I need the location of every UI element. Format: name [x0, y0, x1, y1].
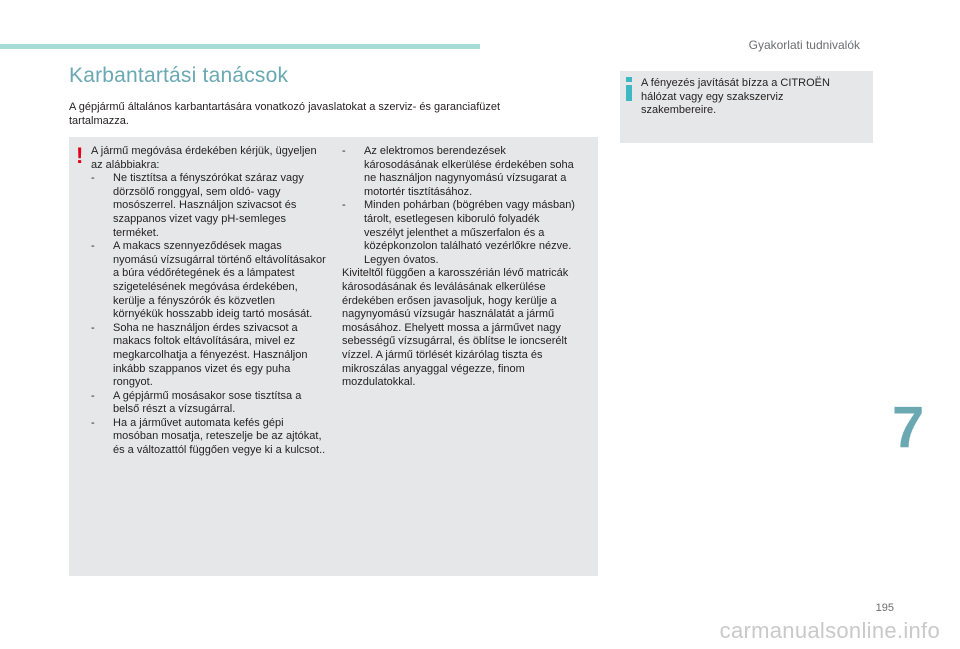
list-item: - Ha a járművet automata kefés gépi mosóban mosatja, reteszelje be az ajtókat, és a változattól függően vegye ki a kulcsot..	[91, 417, 326, 458]
section-header: Gyakorlati tudnivalók	[748, 38, 860, 52]
list-item: - A gépjármű mosásakor sose tisztítsa a belső részt a vízsugárral.	[91, 390, 326, 417]
warning-column-left	[91, 145, 326, 458]
info-icon-dot	[626, 77, 632, 82]
chapter-number: 7	[892, 395, 925, 460]
watermark: carmanualsonline.info	[719, 618, 940, 643]
page-number: 195	[875, 602, 894, 614]
warning-icon: !	[76, 143, 84, 168]
info-text: A fényezés javítását bízza a CITROËN hálózat vagy egy szakszerviz szakembereire.	[641, 77, 830, 117]
list-item: - Soha ne használjon érdes szivacsot a makacs foltok eltávolítására, mivel ez megkarcolhatja a fényezést. Használjon inkább szappanos vizet és egy puha rongyot.	[91, 322, 326, 390]
list-item: - Ne tisztítsa a fényszórókat száraz vagy dörzsölő ronggyal, sem oldó- vagy mosószerrel. Használjon szivacsot és szappanos vizet vagy pH-semleges terméket.	[91, 172, 326, 240]
warning-paragraph: Kiviteltől függően a karosszérián lévő matricák károsodásának és leválásának elkerülése érdekében erősen javasoljuk, hogy kerülje a nagynyomású vízsugár használatát a jármű mosásához. Ehelyett mossa a járművet nagy sebességű vízsugárral, és öblítse le ioncserélt vízzel. A jármű törlését kizárólag tiszta és mikroszálas anyaggal végezze, finom mozdulatokkal.	[342, 267, 569, 389]
list-item: - A makacs szennyeződések magas nyomású vízsugárral történő eltávolításakor a búra védőrétegének és a lámpatest szigetelésének megóvása érdekében, kerülje a fényszórók és közvetlen környékük hosszabb ideig tartó mosását.	[91, 240, 326, 322]
page-title: Karbantartási tanácsok	[69, 64, 289, 87]
header-accent-bar	[0, 44, 480, 49]
list-item: - Minden pohárban (bögrében vagy másban) tárolt, esetlegesen kiboruló folyadék veszélyt jelenthet a műszerfalon és a középkonzolon található vezérlőkre nézve. Legyen óvatos.	[342, 199, 577, 267]
list-item: - Az elektromos berendezések károsodásának elkerülése érdekében soha ne használjon nagynyomású vízsugarat a motortér tisztításához.	[342, 145, 577, 199]
info-icon	[626, 77, 632, 101]
warning-column-right	[342, 145, 577, 390]
info-icon-bar	[626, 85, 632, 101]
warning-intro: A jármű megóvása érdekében kérjük, ügyeljen az alábbiakra:	[91, 145, 317, 171]
intro-text: A gépjármű általános karbantartására vonatkozó javaslatokat a szerviz- és garanciafüzet tartalmazza.	[69, 101, 501, 127]
